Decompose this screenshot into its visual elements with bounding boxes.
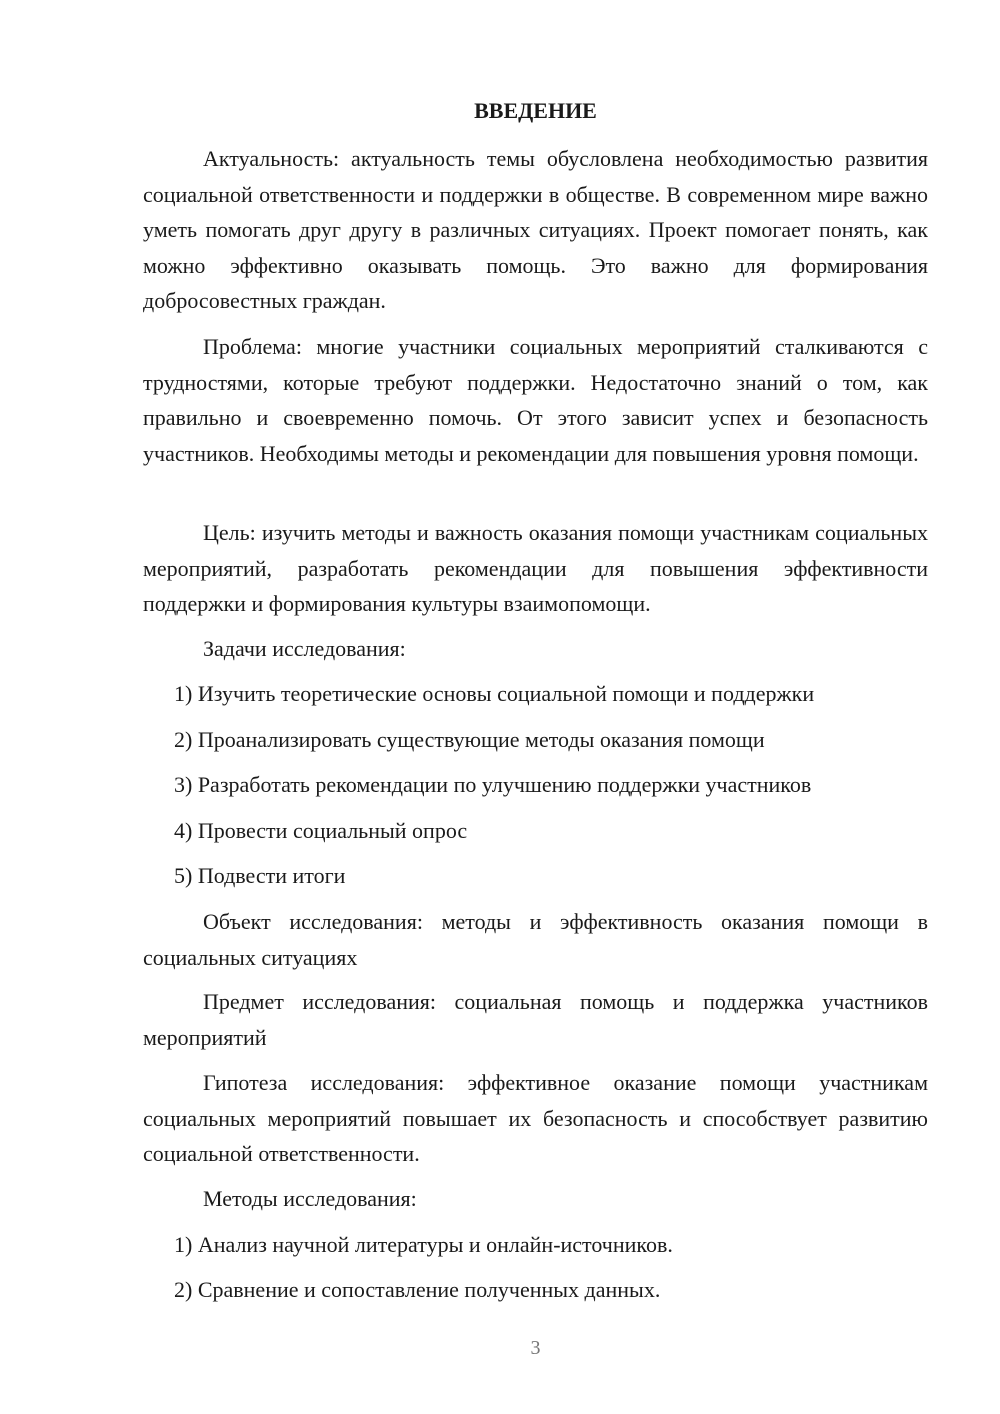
paragraph-object: Объект исследования: методы и эффективность оказания помощи в социальных ситуациях	[143, 909, 928, 970]
section-heading: ВВЕДЕНИЕ	[474, 98, 597, 123]
task-item: 5) Подвести итоги	[174, 863, 346, 888]
method-item: 1) Анализ научной литературы и онлайн-источников.	[174, 1232, 673, 1257]
document-page	[143, 0, 928, 1414]
paragraph-subject: Предмет исследования: социальная помощь и поддержка участников мероприятий	[143, 989, 928, 1050]
task-item: 1) Изучить теоретические основы социальной помощи и поддержки	[174, 681, 815, 706]
tasks-label: Задачи исследования:	[203, 636, 406, 661]
method-item: 2) Сравнение и сопоставление полученных данных.	[174, 1277, 661, 1302]
methods-label: Методы исследования:	[203, 1186, 417, 1211]
task-item: 4) Провести социальный опрос	[174, 818, 468, 843]
paragraph-goal: Цель: изучить методы и важность оказания помощи участникам социальных мероприятий, разработать рекомендации для повышения эффективности поддержки и формирования культуры взаимопомощи.	[143, 520, 928, 616]
paragraph-problem: Проблема: многие участники социальных мероприятий сталкиваются с трудностями, которые требуют поддержки. Недостаточно знаний о том, как правильно и своевременно помочь. От этого зависит успех и безопасность участников. Необходимы методы и рекомендации для повышения уровня помощи.	[143, 334, 928, 466]
task-item: 2) Проанализировать существующие методы оказания помощи	[174, 727, 765, 752]
page-number: 3	[530, 1337, 541, 1359]
paragraph-hypothesis: Гипотеза исследования: эффективное оказание помощи участникам социальных мероприятий повышает их безопасность и способствует развитию социальной ответственности.	[143, 1070, 928, 1166]
task-item: 3) Разработать рекомендации по улучшению поддержки участников	[174, 772, 812, 797]
paragraph-actuality: Актуальность: актуальность темы обусловлена необходимостью развития социальной ответственности и поддержки в обществе. В современном мире важно уметь помогать друг другу в различных ситуациях. Проект помогает понять, как можно эффективно оказывать помощь. Это важно для формирования добросовестных граждан.	[143, 146, 928, 313]
